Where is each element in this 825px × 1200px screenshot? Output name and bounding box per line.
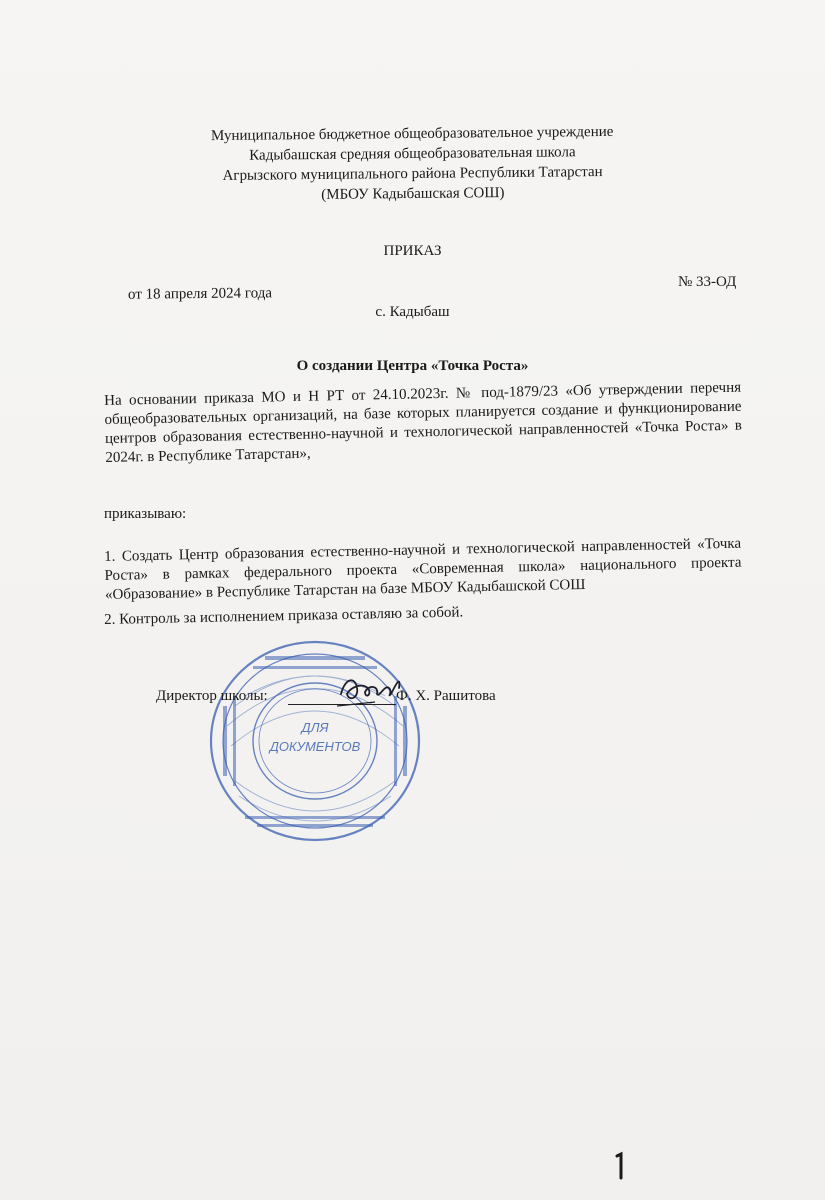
header-line-1: Муниципальное бюджетное общеобразовательное учреждение <box>210 123 614 145</box>
header-line-4: (МБОУ Кадыбашская СОШ) <box>321 185 505 203</box>
document-number: № 33-ОД <box>678 274 737 290</box>
stamp-text-line-1: ДЛЯ <box>301 720 329 735</box>
document-date: от 18 апреля 2024 года <box>127 285 273 303</box>
order-item-1: 1. Создать Центр образования естественно-научной и технологической направленностей «Точка Роста» в рамках федерального проекта «Современная школа» национального проекта «Образование» в Республике Татарстан на базе МБОУ Кадыбашской СОШ <box>104 535 742 603</box>
order-word: приказываю: <box>104 506 187 522</box>
order-item-2: 2. Контроль за исполнением приказа оставляю за собой. <box>104 604 464 628</box>
order-heading: О создании Центра «Точка Роста» <box>296 358 529 374</box>
organization-header <box>0 120 825 209</box>
header-line-3: Агрызского муниципального района Республики Татарстан <box>222 164 603 184</box>
document-title: ПРИКАЗ <box>383 243 442 259</box>
signatory-name: Ф. Х. Рашитова <box>396 688 496 704</box>
page-number-mark <box>614 1150 626 1180</box>
stamp-text-line-2: ДОКУМЕНТОВ <box>269 739 361 754</box>
header-line-2: Кадыбашская средняя общеобразовательная школа <box>249 144 576 164</box>
document-place: с. Кадыбаш <box>375 304 450 320</box>
handwritten-signature <box>335 668 405 712</box>
signature-label: Директор школы: <box>156 688 268 704</box>
page-mark-text: 1 <box>620 1178 621 1180</box>
basis-paragraph: На основании приказа МО и Н РТ от 24.10.2023г. № под-1879/23 «Об утверждении перечня общеобразовательных организаций, на базе которых планируется создание и функционирование центров образования естественно-научной и технологической направленностей «Точка Роста» в 2024г. в Республике Татарстан», <box>104 379 743 466</box>
